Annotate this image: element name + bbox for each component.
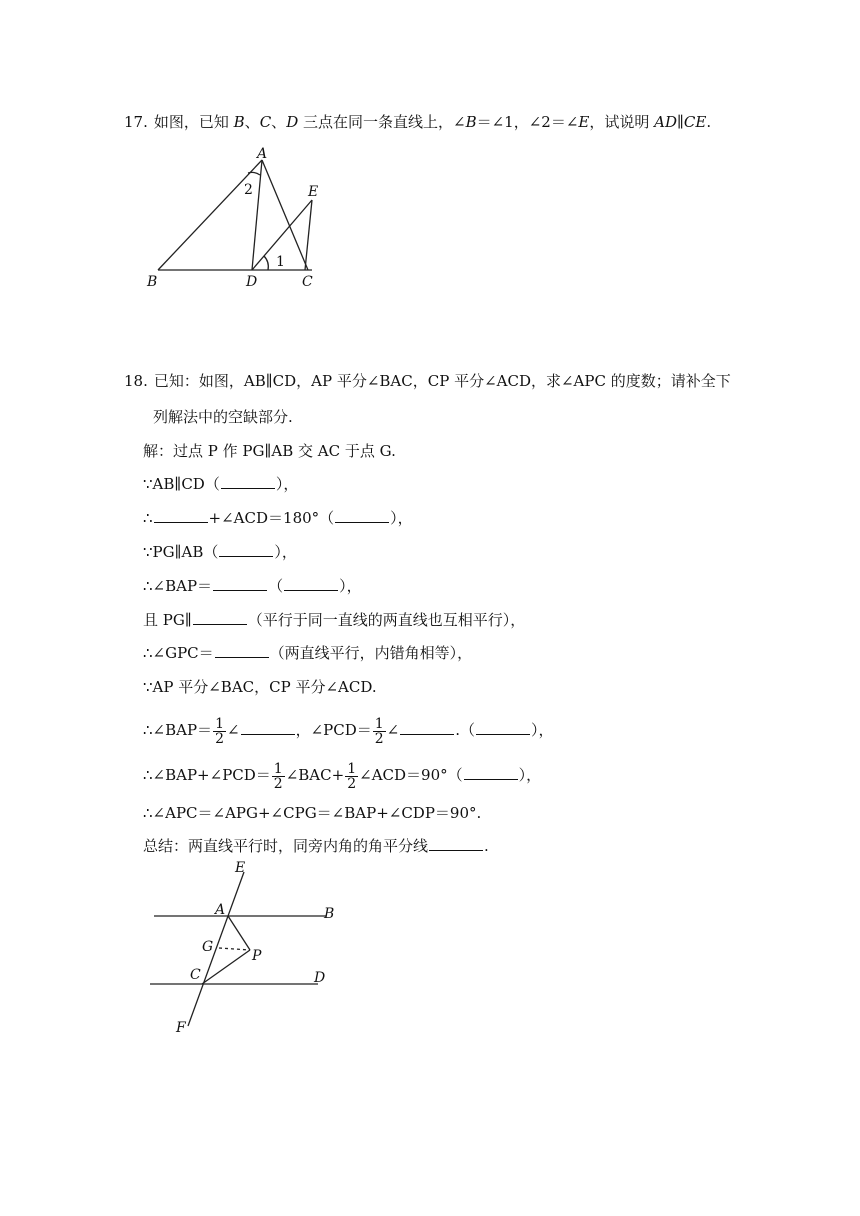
blank[interactable] [335, 508, 389, 523]
blank[interactable] [193, 610, 247, 625]
blank[interactable] [213, 576, 267, 591]
q17-statement: 17. 如图，已知 B、C、D 三点在同一条直线上，∠B＝∠1，∠2＝∠E，试说明 AD∥CE. [124, 113, 712, 131]
blank[interactable] [154, 508, 208, 523]
label-angle-2: 2 [244, 182, 253, 198]
line-ad [252, 160, 262, 270]
label-b: B [147, 274, 158, 290]
blank[interactable] [215, 643, 269, 658]
label-g: G [202, 939, 214, 955]
q18-step-8: ∴∠BAP＝ $\frac{1}{2}$ ∠ ，∠PCD＝ $\frac{1}{2}$ ∠ .（ ）， [143, 715, 554, 747]
fraction-half: $\frac{1}{2}$ [273, 760, 283, 792]
q18-step-9: ∴∠BAP+∠PCD＝ $\frac{1}{2}$ ∠BAC+ $\frac{1}{2}$ ∠ACD＝90°（ ）， [143, 760, 542, 792]
q18-step-1: ∵AB∥CD（ ）， [143, 475, 299, 493]
label-e: E [308, 184, 319, 200]
q18-summary: 总结：两直线平行时，同旁内角的角平分线 . [143, 837, 489, 855]
label-e: E [235, 860, 246, 876]
label-a: A [215, 902, 226, 918]
label-b: B [324, 906, 335, 922]
angle-1-arc [264, 256, 268, 270]
line-gp [219, 948, 250, 950]
label-p: P [252, 948, 262, 964]
q18-step-7: ∵AP 平分∠BAC，CP 平分∠ACD. [143, 678, 377, 696]
q18-intro-cont: 列解法中的空缺部分. [153, 408, 293, 426]
line-ef [188, 872, 244, 1026]
fraction-half: $\frac{1}{2}$ [374, 715, 384, 747]
label-c: C [190, 967, 201, 983]
line-ba [158, 160, 262, 270]
fraction-half: $\frac{1}{2}$ [215, 715, 224, 747]
line-ec [305, 200, 312, 270]
blank[interactable] [464, 765, 518, 780]
label-a: A [257, 146, 268, 162]
blank[interactable] [476, 720, 530, 735]
q17-number: 17. [124, 113, 148, 131]
label-f: F [176, 1020, 186, 1036]
q18-step-4: ∴∠BAP＝ （ ）， [143, 577, 362, 595]
q18-step-10: ∴∠APC＝∠APG+∠CPG＝∠BAP+∠CDP＝90°. [143, 804, 482, 822]
blank[interactable] [241, 720, 295, 735]
blank[interactable] [284, 576, 338, 591]
label-d: D [314, 970, 326, 986]
line-ac [262, 160, 308, 270]
q18-step-6: ∴∠GPC＝ （两直线平行，内错角相等）， [143, 644, 473, 662]
q18-solution-start: 解：过点 P 作 PG∥AB 交 AC 于点 G. [143, 442, 396, 460]
fraction-half: $\frac{1}{2}$ [347, 760, 357, 792]
q18-step-2: ∴ +∠ACD＝180°（ ）， [143, 509, 413, 527]
label-angle-1: 1 [276, 254, 285, 270]
q17-figure [140, 142, 340, 292]
label-d: D [246, 274, 258, 290]
q18-figure [140, 858, 350, 1038]
q18-step-5: 且 PG∥ （平行于同一直线的两直线也互相平行）， [143, 611, 526, 629]
q18-number: 18. [124, 372, 148, 390]
blank[interactable] [429, 836, 483, 851]
label-c: C [302, 274, 313, 290]
q18-step-3: ∵PG∥AB（ ）， [143, 543, 297, 561]
blank[interactable] [221, 474, 275, 489]
blank[interactable] [400, 720, 454, 735]
line-ap [228, 916, 250, 950]
q18-intro: 18. 已知：如图，AB∥CD，AP 平分∠BAC，CP 平分∠ACD，求∠APC 的度数；请补全下 [124, 372, 731, 390]
blank[interactable] [219, 542, 273, 557]
